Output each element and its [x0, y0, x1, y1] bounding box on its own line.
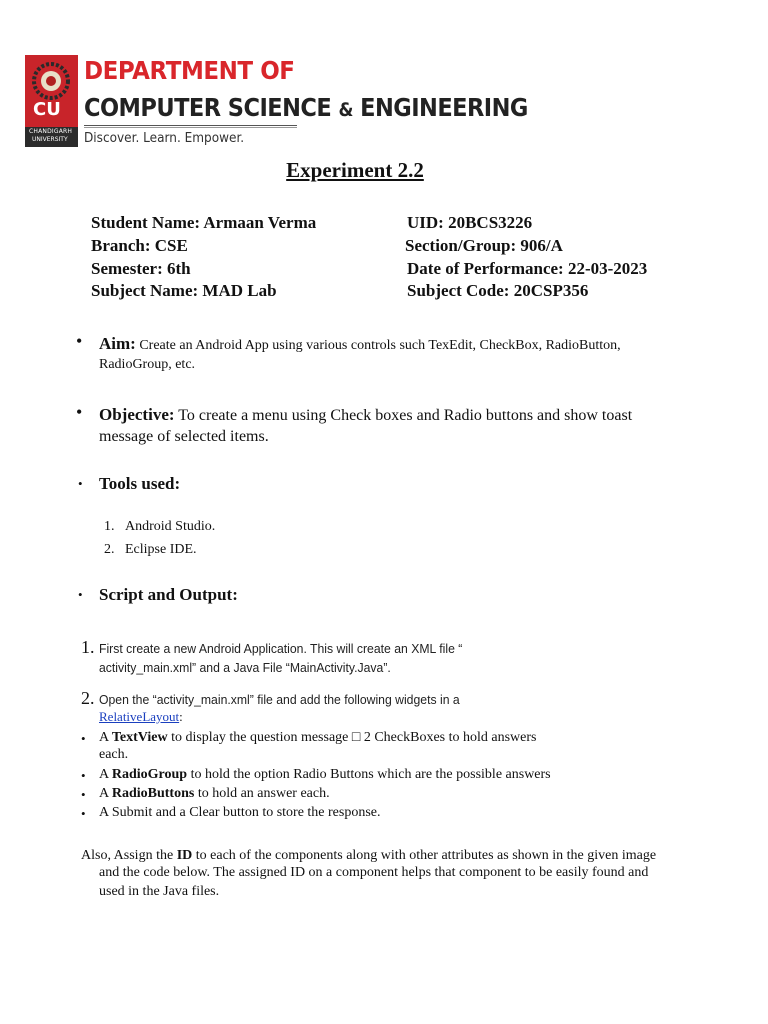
bullet-icon: •	[81, 806, 86, 821]
header-divider	[84, 125, 297, 126]
also-bold: ID	[176, 848, 193, 863]
uid: UID: 20BCS3226	[407, 213, 533, 232]
dept-line2-part2: ENGINEERING	[352, 93, 528, 122]
department-name-line1: DEPARTMENT OF	[84, 56, 295, 85]
widget-item-textview	[99, 729, 536, 747]
step2-colon: :	[179, 709, 183, 724]
logo-subtext-1: CHANDIGARH	[29, 128, 73, 135]
tool-item-2: Eclipse IDE.	[125, 542, 197, 557]
also-text: Also, Assign the	[81, 848, 177, 863]
widget-text: to hold an answer each.	[194, 786, 330, 801]
widget-name: TextView	[111, 730, 168, 745]
step1-line2: activity_main.xml” and a Java File “MainActivity.Java”.	[99, 660, 391, 675]
widget-text: to hold the option Radio Buttons which are the possible answers	[187, 767, 551, 782]
subject-code: Subject Code: 20CSP356	[407, 281, 589, 300]
also-line2: and the code below. The assigned ID on a component helps that component to be easily found and	[99, 865, 649, 880]
semester: Semester: 6th	[91, 259, 191, 278]
relativelayout-link[interactable]: RelativeLayout	[99, 709, 180, 724]
script-heading: Script and Output:	[99, 585, 238, 604]
bullet-icon: •	[81, 731, 86, 746]
also-line3: used in the Java files.	[99, 884, 220, 899]
objective-line1	[99, 405, 632, 425]
also-line1	[81, 847, 656, 865]
objective-text: To create a menu using Check boxes and Radio buttons and show toast	[174, 407, 633, 424]
widget-text: A	[99, 767, 112, 782]
widget-item-buttons: A Submit and a Clear button to store the response.	[99, 805, 381, 820]
widget-name: RadioButtons	[111, 786, 195, 801]
aim-line1	[99, 334, 621, 354]
tools-heading: Tools used:	[99, 474, 181, 493]
logo-subtext-2: UNIVERSITY	[32, 136, 68, 143]
widget-text: to display the question message □ 2 CheckBoxes to hold answers	[167, 730, 537, 745]
university-logo	[25, 55, 78, 147]
bullet-icon: •	[76, 331, 83, 351]
tool-item-number-2: 2.	[104, 542, 115, 557]
tagline: Discover. Learn. Empower.	[84, 131, 245, 146]
widget-item-radiogroup	[99, 766, 551, 784]
logo-text: CU	[33, 99, 61, 120]
branch: Branch: CSE	[91, 236, 188, 255]
also-text: to each of the components along with other attributes as shown in the given image	[192, 848, 657, 863]
bullet-icon: •	[76, 402, 83, 422]
header-divider-2	[84, 127, 297, 128]
tool-item-1: Android Studio.	[125, 519, 216, 534]
aim-line2: RadioGroup, etc.	[99, 357, 196, 372]
bullet-icon: •	[78, 587, 83, 602]
widget-item-radiobuttons	[99, 785, 330, 803]
step1-number: 1.	[81, 637, 95, 657]
tool-item-number-1: 1.	[104, 519, 115, 534]
widget-text: A	[99, 786, 112, 801]
dept-line2-ampersand: &	[338, 99, 353, 121]
step1-line1: First create a new Android Application. This will create an XML file “	[99, 641, 463, 656]
section-group: Section/Group: 906/A	[405, 236, 563, 255]
dept-line2-part1: COMPUTER SCIENCE	[84, 93, 339, 122]
step2-line1: Open the “activity_main.xml” file and add the following widgets in a	[99, 692, 460, 707]
aim-label: Aim:	[99, 334, 136, 353]
step2-number: 2.	[81, 688, 95, 708]
widget-text: A	[99, 730, 112, 745]
widget-item-continuation: each.	[99, 747, 129, 762]
objective-label: Objective:	[99, 405, 175, 424]
objective-line2: message of selected items.	[99, 428, 269, 445]
step2-line2	[99, 709, 183, 725]
department-name-line2	[84, 93, 528, 122]
bullet-icon: •	[81, 787, 86, 802]
widget-name: RadioGroup	[111, 767, 188, 782]
experiment-title: Experiment 2.2	[286, 158, 424, 182]
student-name: Student Name: Armaan Verma	[91, 213, 317, 232]
bullet-icon: •	[78, 476, 83, 491]
aim-text: Create an Android App using various controls such TexEdit, CheckBox, RadioButton,	[135, 338, 621, 353]
bullet-icon: •	[81, 768, 86, 783]
subject-name: Subject Name: MAD Lab	[91, 281, 277, 300]
date-of-performance: Date of Performance: 22-03-2023	[407, 259, 648, 278]
